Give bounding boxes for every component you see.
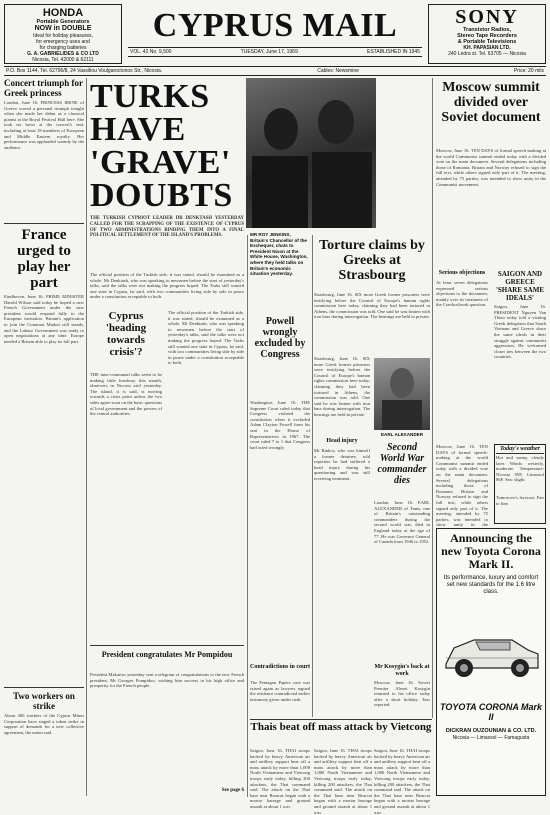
saigon-headline: SAIGON AND GREECE 'SHARE SAME IDEALS' <box>495 270 545 302</box>
toyota-car-illustration <box>440 602 542 702</box>
france-text: Eindhoven, June 16. PRIME MINISTER Harold Wilson said today he hoped a new French Government under the new president would respond fully to the European invitation. Britain's application to join the Common Market still stands, and the Labour Government was ready to open negotiations at any time. Europe needed a Britain able to play its full part. <box>4 294 84 344</box>
sony-dealer: KH. PAPASIAN LTD. <box>463 45 511 51</box>
earl-alexander-caption: EARL ALEXANDER <box>380 432 424 437</box>
second-war-headline: Second World War commander dies <box>377 442 427 486</box>
main-headline-line2: HAVE <box>90 111 186 148</box>
volume-number: VOL. 42 No. 9,500 <box>130 49 172 55</box>
main-headline-line3: 'GRAVE' <box>90 144 231 181</box>
moscow-headline: Moscow summit divided over Soviet document <box>441 80 541 125</box>
sony-brand: SONY <box>455 6 519 28</box>
thais-headline: Thais beat off mass attack by Vietcong <box>250 721 432 733</box>
powell-text: Washington, June 16. THE Supreme Court ruled today that Congress violated the constitution when it excluded Adam Clayton Powell from his seat in the House of Representatives in 1967. The court ruled 7 to 1 that Congress had acted wrongly. <box>250 400 310 450</box>
main-text: The official position of the Turkish side, it was stated, should be examined as a whole. Mr Denktash, who was speaking to newsmen before the start of yesterday's talks, said the talks were not making the progress hoped. The Turks still wanted one state in Cyprus, he said, with two communities living side by side in peace under a constitution acceptable to both. <box>90 272 244 300</box>
france-headline: France urged to play her part <box>17 227 71 291</box>
photo-caption: MR ROY JENKINS, Britain's Chancellor of the Exchequer, chats to President Nixon at the White House, Washington, where they held talks on Britain's economic situation yesterday. <box>250 232 308 277</box>
torture-text: Strasbourg, June 16. SIX more Greek former prisoners were testifying before the Council of Europe's human rights commission here today, claiming they had been tortured in Athens, the commission was told. One said he was beaten with iron bars during interrogation. The hearings are held in private. <box>314 292 430 320</box>
moscow-text: Moscow, June 16. TEN DAYS of formal speech-making at the world Communist summit ended today with a divided vote on the main document. Several delegations including those of Romania, Britain and Norway refused to sign the full text, while others signed only part of it. The meeting, attended by 75 parties, was intended to show unity in the Communist movement. <box>436 148 546 187</box>
price: Price: 20 mils <box>513 68 544 74</box>
powell-headline: Powell wrongly excluded by Congress <box>254 316 306 360</box>
honda-line2: NOW in DOUBLE <box>34 25 92 32</box>
powell-subheadline: Contradictions in court <box>250 664 310 670</box>
honda-line5: for charging batteries <box>39 45 87 51</box>
torture-subheadline: Head injury <box>326 438 358 444</box>
strike-text: About 400 workers of the Cyprus Mines Corporation have staged a token strike in support of demands for a new collective agreement, the union said. <box>4 713 84 735</box>
concert-text: London, June 16. PRINCESS IRENE of Greece scored a personal triumph tonight when she made her debut as a classical pianist at the Royal Festival Hall here. She took six bows at the concert's end, including at least 18 members of European and Middle Eastern royalty. Her performance was applauded warmly by the audience. <box>4 100 84 150</box>
main-headline <box>90 80 240 212</box>
honda-brand: HONDA <box>42 7 84 19</box>
toyota-headline: Announcing the new Toyota Corona Mark II. <box>441 531 541 571</box>
sony-line3: & Portable Televisions <box>457 39 517 45</box>
moscow-subheadline: Serious objections <box>438 270 486 276</box>
torture-subtext: Mr Rinkos, who was himself a former detainee, told reporters he had suffered a head injury during his questioning and was still receiving treatment. <box>314 448 370 481</box>
kosygin-subheadline: Mr Kosygin's back at work <box>374 664 430 677</box>
honda-line3: Ideal for holiday pleasures, <box>33 33 93 39</box>
torture-headline: Torture claims by Greeks at Strasbourg <box>319 238 425 283</box>
honda-line1: Portable Generators <box>36 19 90 25</box>
president-text: President Makarios yesterday sent a telegram of congratulations to the new French president, Mr Georges Pompidou, wishing him success in his high office and prosperity for the French people. <box>90 672 244 689</box>
thais-text: Saigon, June 16. THAI troops backed by heavy American air and artillery support beat off a mass attack by more than 1,000 North Vietnamese and Vietcong troops early today, killing 200 attackers, the Thai command said. The attack on the Thai base near Bearcat began with a mortar barrage and ground assault at about 1 a.m. <box>250 748 310 809</box>
concert-headline: Concert triumph for Greek princess <box>4 78 83 98</box>
thais-text-col3: Saigon, June 16. THAI troops backed by heavy American air and artillery support beat off a mass attack by more than 1,000 North Vietnamese and Vietcong troops early today, killing 200 attackers, the Thai command said. The attack on the Thai base near Bearcat began with a mortar barrage and ground assault at about 1 a.m. <box>374 748 430 815</box>
masthead-title: CYPRUS MAIL <box>152 7 398 44</box>
saigon-text: Saigon, June 16. PRESIDENT Nguyen Van Thieu today told a visiting Greek delegation that South Vietnam and Greece share the same ideals in their struggle against communist aggression. He welcomed closer ties between the two countries. <box>494 304 546 360</box>
moscow-continued-text: Moscow, June 16. TEN DAYS of formal speech-making at the world Communist summit ended today with a divided vote on the main document. Several delegations including those of Romania, Britain and Norway refused to sign the full text, while others signed only part of it. The meeting, attended by 75 parties, was intended to show unity in the <box>436 444 488 528</box>
toyota-advertisement <box>436 528 546 796</box>
powell-subtext: The Pentagon Papers case was raised again as lawyers argued the evidence contradicted earlier testimony given under oath. <box>250 680 310 702</box>
thais-text-col2: Saigon, June 16. THAI troops backed by heavy American air and artillery support beat off a mass attack by more than 1,000 North Vietnamese and Vietcong troops early today, killing 200 attackers, the Thai command said. The attack on the Thai base near Bearcat began with a mortar barrage and ground assault at about 1 a.m. <box>314 748 372 815</box>
left-column <box>4 78 84 798</box>
sony-line1: Transistor Radios, <box>463 27 511 33</box>
weather-box <box>494 444 546 524</box>
toyota-subheadline: Its performance, luxury and comfort set new standards for the 1.6 litre class. <box>443 575 539 595</box>
nixon-jenkins-photo <box>246 78 376 228</box>
weather-tomorrow: Tomorrow's forecast: Fair to fine. <box>496 495 544 506</box>
car-icon <box>440 602 544 702</box>
cyprus-crisis-headline: Cyprus 'heading towards crisis'? <box>105 310 147 358</box>
continued-label: See page 6 <box>221 788 244 793</box>
issue-date: TUESDAY, June 17, 1969 <box>240 49 298 55</box>
torture-continued-text: Strasbourg, June 16. SIX more Greek former prisoners were testifying before the Council of Europe's human rights commission here today, claiming they had been tortured in Athens, the commission was told. One said he was beaten with iron bars during interrogation. The hearings are held in private. <box>314 356 370 417</box>
second-war-text: London, June 16. EARL ALEXANDER of Tunis, one of Britain's outstanding commanders during the second world war, died in England today at the age of 77. He was Governor General of Canada from 1946 to 1952. <box>374 500 430 545</box>
toyota-dealer: DICKRAN OUZOUNIAN & CO. LTD. <box>445 728 537 734</box>
cables: Cables: Newsmine <box>317 68 359 74</box>
honda-dealer: G. A. GABRIELIDES & CO LTD <box>27 51 99 57</box>
toyota-logo: TOYOTA CORONA Mark II <box>440 702 543 722</box>
strike-headline: Two workers on strike <box>13 691 75 711</box>
honda-line4: for emergency uses and <box>36 39 90 45</box>
sony-advertisement <box>428 4 546 64</box>
president-headline: President congratulates Mr Pompidou <box>101 650 233 659</box>
honda-advertisement <box>4 4 122 64</box>
main-headline-line4: DOUBTS <box>90 177 233 214</box>
honda-address: Nicosia, Tel. 42000 & 62111 <box>32 57 94 63</box>
weather-headline: Today's weather <box>496 446 544 454</box>
office-address: P.O. Box 1144, Tel. 62796/8, 24 Vassiliou Voulgaroctonos Str., Nicosia. <box>6 68 163 74</box>
kosygin-text: Moscow, June 16. Soviet Premier Alexei Kosygin returned to his office today after a short holiday, Tass reported. <box>374 680 430 708</box>
sony-address: 240 Ledra st. Tel. 63705 — Nicosia <box>448 51 526 57</box>
dateline-bottom <box>4 66 546 76</box>
earl-alexander-photo <box>374 358 430 430</box>
main-lead: THE TURKISH CYPRIOT LEADER DR DENKTASH YESTERDAY CALLED FOR THE SCRAPPING OF THE EXISTENCE OF CYPRUS OF TWO ADMINISTRATIONS BINDING THEM INTO A FINAL POLITICAL SETTLEMENT OF THE ISLAND'S PROBLEMS. <box>90 216 244 239</box>
moscow-subtext: At least seven delegations expressed serious objections to the document, mainly over its treatment of the Czechoslovak question. <box>436 280 488 308</box>
main-continued-text: The official position of the Turkish side, it was stated, should be examined as a whole. Mr Denktash, who was speaking to newsmen before the start of yesterday's talks, said the talks were not making the progress hoped. The Turks still wanted one state in Cyprus, he said, with two communities living side by side in peace under a constitution acceptable to both. <box>168 310 244 366</box>
sony-line2: Stereo Tape Recorders <box>457 33 517 39</box>
weather-text: Hot and sunny, cloudy later. Winds: westerly, moderate. Temperature: Nicosia 95F, Limassol 86F. Sea: slight. <box>496 455 544 483</box>
dateline-top <box>128 47 422 57</box>
toyota-address: Nicosia — Limassol — Famagusta <box>452 735 530 741</box>
cyprus-crisis-text: THE inter-communal talks seem to be making little headway this month, observers in Nicosia said yesterday. The island, it is said, is moving towards a crisis point unless the two sides agree soon on the basic questions of local government and the powers of the central authorities. <box>90 372 162 417</box>
established: ESTABLISHED IN 1945 <box>367 49 420 55</box>
main-headline-line1: TURKS <box>90 78 210 115</box>
